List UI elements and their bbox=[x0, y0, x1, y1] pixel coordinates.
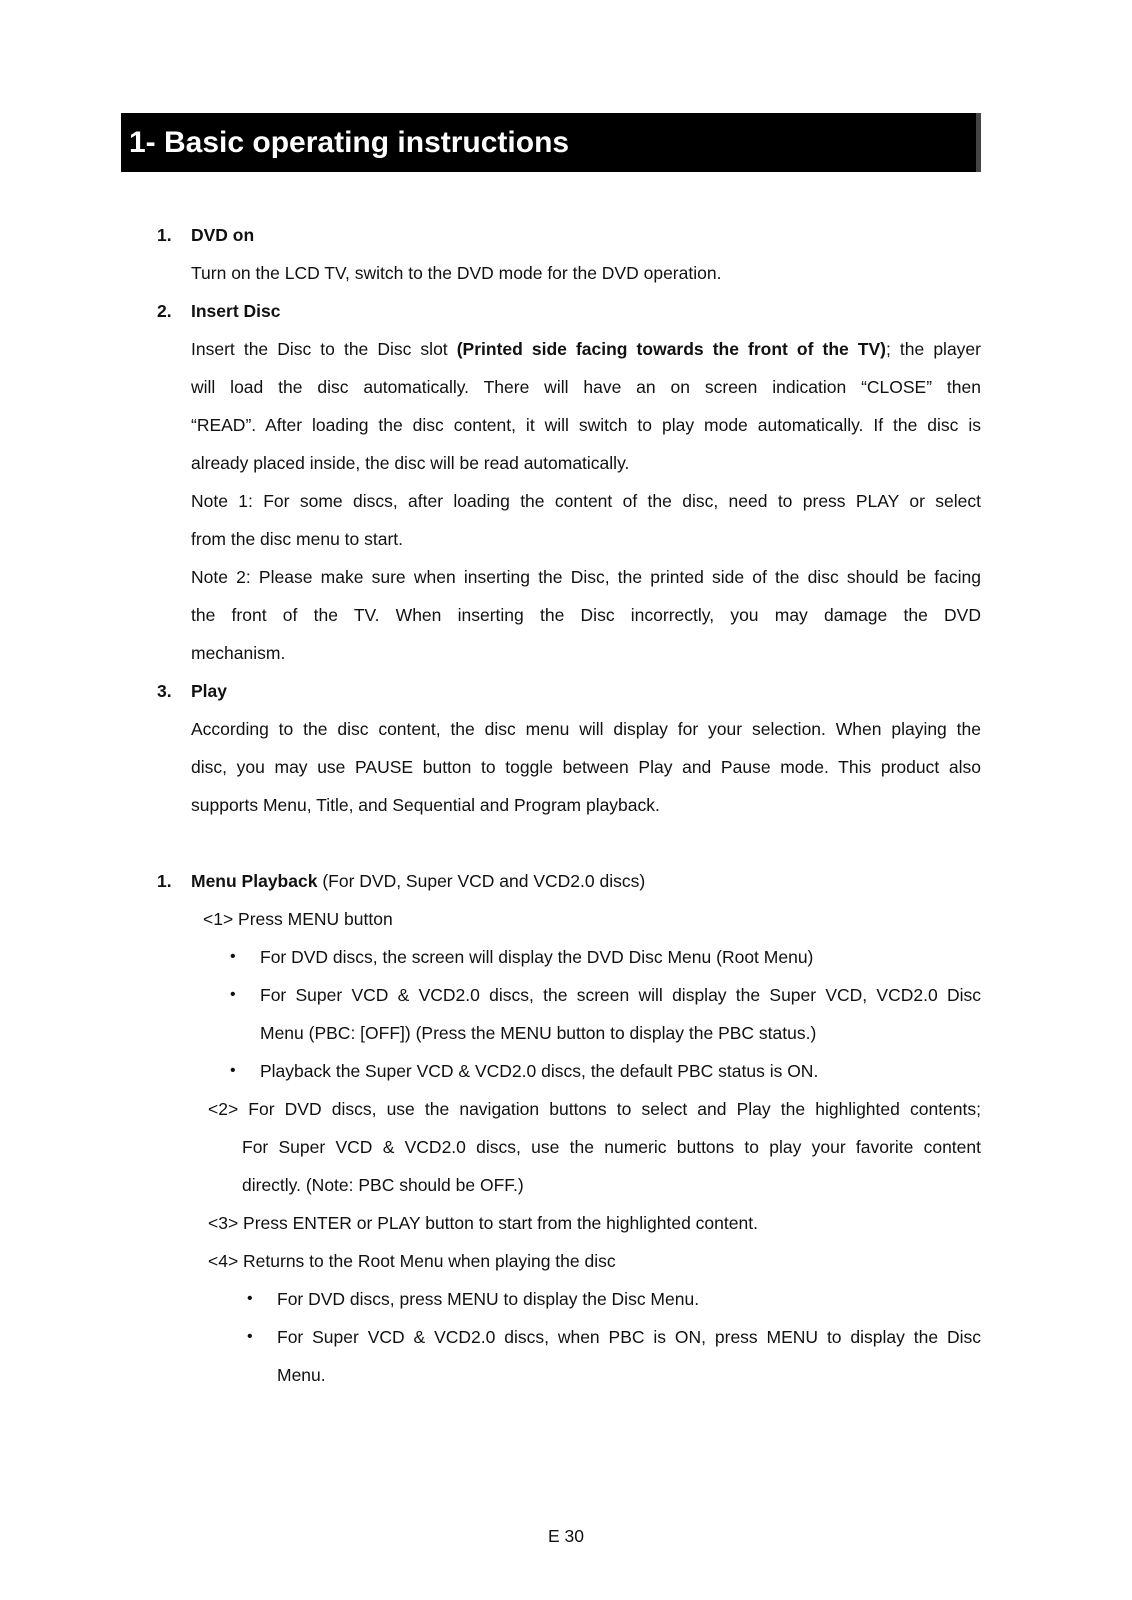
step-1: <1> Press MENU button bbox=[203, 909, 393, 929]
text-run: Insert the Disc to the Disc slot bbox=[191, 339, 457, 359]
heading-bold: Menu Playback bbox=[191, 871, 318, 891]
bullet-icon: • bbox=[230, 948, 236, 965]
paragraph-line: “READ”. After loading the disc content, it will switch to play mode automatically. If the disc is bbox=[191, 415, 981, 435]
step-2: <2> For DVD discs, use the navigation buttons to select and Play the highlighted contents; bbox=[208, 1099, 981, 1119]
bullet-icon: • bbox=[230, 986, 236, 1003]
paragraph-line: Turn on the LCD TV, switch to the DVD mode for the DVD operation. bbox=[191, 263, 722, 283]
item-heading-play: Play bbox=[191, 681, 227, 701]
paragraph-line: Note 1: For some discs, after loading the content of the disc, need to press PLAY or select bbox=[191, 491, 981, 511]
section-title-banner bbox=[121, 113, 981, 172]
item-number: 1. bbox=[157, 225, 172, 245]
step-3: <3> Press ENTER or PLAY button to start from the highlighted content. bbox=[208, 1213, 758, 1233]
item-heading-dvd-on: DVD on bbox=[191, 225, 255, 245]
step-2-continued: For Super VCD & VCD2.0 discs, use the numeric buttons to play your favorite content bbox=[242, 1137, 981, 1157]
list-item: For DVD discs, press MENU to display the Disc Menu. bbox=[277, 1289, 700, 1309]
paragraph-line: will load the disc automatically. There will have an on screen indication “CLOSE” then bbox=[191, 377, 981, 397]
paragraph-line: disc, you may use PAUSE button to toggle between Play and Pause mode. This product also bbox=[191, 757, 981, 777]
paragraph-line: already placed inside, the disc will be read automatically. bbox=[191, 453, 630, 473]
list-item: Playback the Super VCD & VCD2.0 discs, the default PBC status is ON. bbox=[260, 1061, 819, 1081]
paragraph-line: Note 2: Please make sure when inserting the Disc, the printed side of the disc should be facing bbox=[191, 567, 981, 587]
paragraph-line: the front of the TV. When inserting the Disc incorrectly, you may damage the DVD bbox=[191, 605, 981, 625]
heading-suffix: (For DVD, Super VCD and VCD2.0 discs) bbox=[317, 871, 646, 891]
item-heading-insert-disc: Insert Disc bbox=[191, 301, 281, 321]
item-number: 3. bbox=[157, 681, 172, 701]
paragraph-line: from the disc menu to start. bbox=[191, 529, 404, 549]
paragraph-line: According to the disc content, the disc menu will display for your selection. When playing the bbox=[191, 719, 981, 739]
page-number: E 30 bbox=[548, 1526, 584, 1546]
step-2-continued: directly. (Note: PBC should be OFF.) bbox=[242, 1175, 524, 1195]
paragraph-line: mechanism. bbox=[191, 643, 286, 663]
item-number: 1. bbox=[157, 871, 172, 891]
page-title: 1- Basic operating instructions bbox=[129, 126, 570, 159]
list-item: For Super VCD & VCD2.0 discs, when PBC is ON, press MENU to display the Disc bbox=[277, 1327, 981, 1347]
paragraph-line bbox=[191, 338, 981, 360]
list-item: For Super VCD & VCD2.0 discs, the screen will display the Super VCD, VCD2.0 Disc bbox=[260, 985, 981, 1005]
list-item: For DVD discs, the screen will display the DVD Disc Menu (Root Menu) bbox=[260, 947, 814, 967]
text-run: ; the player bbox=[886, 339, 981, 359]
item-heading-menu-playback bbox=[191, 870, 645, 892]
bullet-icon: • bbox=[247, 1290, 253, 1307]
list-item-continued: Menu. bbox=[277, 1365, 326, 1385]
bullet-icon: • bbox=[247, 1328, 253, 1345]
text-run-bold: (Printed side facing towards the front of the TV) bbox=[456, 339, 887, 359]
bullet-icon: • bbox=[230, 1062, 236, 1079]
paragraph-line: supports Menu, Title, and Sequential and Program playback. bbox=[191, 795, 660, 815]
list-item-continued: Menu (PBC: [OFF]) (Press the MENU button to display the PBC status.) bbox=[260, 1023, 817, 1043]
step-4: <4> Returns to the Root Menu when playing the disc bbox=[208, 1251, 616, 1271]
item-number: 2. bbox=[157, 301, 172, 321]
